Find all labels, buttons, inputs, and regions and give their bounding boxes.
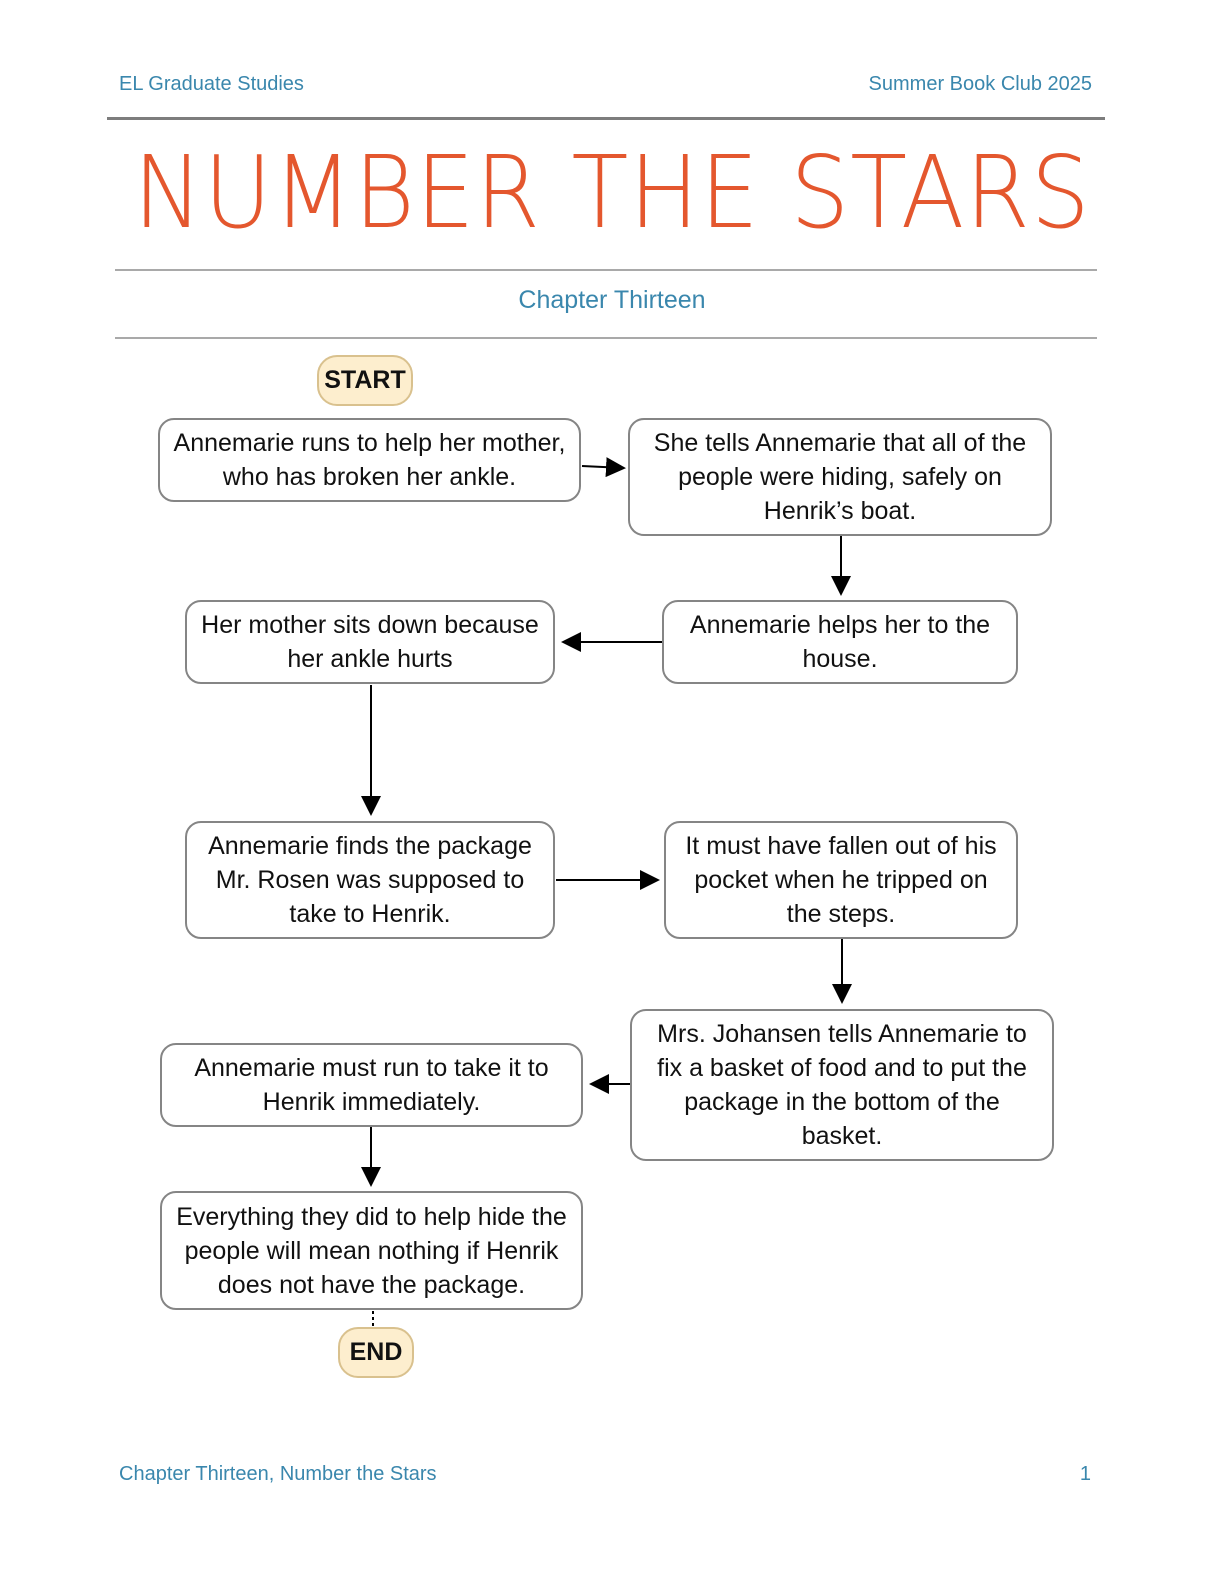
flow-step-7: Mrs. Johansen tells Annemarie to fix a basket of food and to put the package in the bottom of the basket.	[630, 1009, 1054, 1161]
header-left: EL Graduate Studies	[119, 73, 304, 95]
page-number: 1	[1079, 1463, 1091, 1485]
flow-step-1: Annemarie runs to help her mother, who has broken her ankle.	[158, 418, 581, 502]
flow-step-8: Annemarie must run to take it to Henrik immediately.	[160, 1043, 583, 1127]
footer-title: Chapter Thirteen, Number the Stars	[119, 1463, 437, 1485]
flow-step-3: Annemarie helps her to the house.	[662, 600, 1018, 684]
flow-step-6: It must have fallen out of his pocket when he tripped on the steps.	[664, 821, 1018, 939]
flow-step-5: Annemarie finds the package Mr. Rosen was supposed to take to Henrik.	[185, 821, 555, 939]
flow-step-4: Her mother sits down because her ankle hurts	[185, 600, 555, 684]
page-title: NUMBER THE STARS	[133, 134, 1091, 251]
start-badge: START	[317, 355, 413, 406]
chapter-subtitle: Chapter Thirteen	[518, 286, 706, 314]
flow-step-2: She tells Annemarie that all of the people were hiding, safely on Henrik’s boat.	[628, 418, 1052, 536]
flow-step-9: Everything they did to help hide the people will mean nothing if Henrik does not have the package.	[160, 1191, 583, 1310]
header-right: Summer Book Club 2025	[868, 73, 1092, 95]
end-badge: END	[338, 1327, 414, 1378]
arrow-1-2	[582, 466, 624, 468]
